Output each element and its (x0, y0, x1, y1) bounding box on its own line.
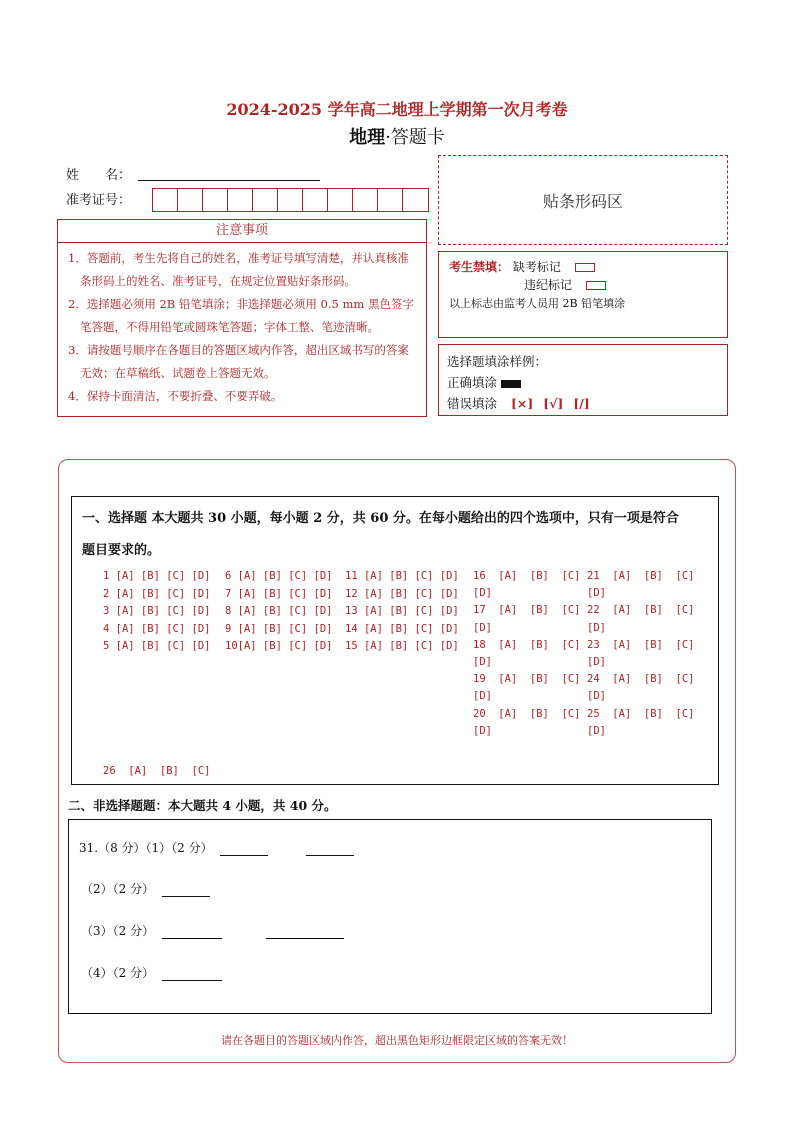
choice-row[interactable]: 16 [A] [B] [C] (473, 570, 581, 582)
choice-row[interactable]: 2 [A] [B] [C] [D] (103, 587, 211, 600)
choice-row[interactable]: 17 [A] [B] [C] (473, 604, 581, 617)
choice-row[interactable]: 5 [A] [B] [C] [D] (103, 640, 211, 652)
choice-row[interactable]: 7 [A] [B] [C] [D] (225, 587, 333, 600)
forbidden-note: 以上标志由监考人员用 2B 铅笔填涂 (449, 297, 626, 310)
choice-row-cont[interactable]: [D] (473, 724, 492, 737)
id-digit-box[interactable] (278, 189, 303, 211)
name-label: 姓 名： (66, 168, 132, 183)
q31-3-label: （3）（2 分） (81, 924, 155, 938)
choice-row-cont[interactable]: [D] (473, 656, 492, 669)
correct-fill-label: 正确填涂 (447, 375, 498, 390)
notice-item: 3．请按题号顺序在各题目的答题区域内作答，超出区域书写的答案无效；在草稿纸、试题卷上答题无效。 (68, 343, 409, 380)
barcode-area (438, 155, 728, 245)
id-digit-box[interactable] (378, 189, 403, 211)
choice-row-cont[interactable]: [D] (587, 724, 606, 737)
wrong-mark-x: [×] (511, 396, 534, 411)
choice-row[interactable]: 18 [A] [B] [C] (473, 638, 581, 651)
q31-4-label: （4）（2 分） (81, 966, 155, 980)
wrong-mark-slash: [/] (573, 396, 590, 411)
choice-row[interactable]: 25 [A] [B] [C] (587, 707, 695, 720)
absent-label: 缺考标记 (512, 260, 561, 274)
correct-fill-sample (501, 380, 521, 388)
choice-row[interactable]: 11 [A] [B] [C] [D] (345, 570, 459, 582)
q31-2-label: （2）（2 分） (81, 882, 155, 896)
choice-row[interactable]: 1 [A] [B] [C] [D] (103, 570, 211, 582)
exam-id-label: 准考证号： (66, 193, 132, 208)
q31-label: 31.（8 分）（1）（2 分） (79, 841, 213, 855)
id-digit-box[interactable] (303, 189, 328, 211)
id-digit-box[interactable] (203, 189, 228, 211)
choice-row[interactable]: 14 [A] [B] [C] [D] (345, 622, 459, 635)
choice-section-title-2: 题目要求的。 (82, 543, 161, 558)
answer-blank[interactable] (162, 884, 210, 897)
choice-row[interactable]: 23 [A] [B] [C] (587, 638, 695, 651)
choice-row-cont[interactable]: [D] (587, 656, 606, 669)
choice-row[interactable]: 10[A] [B] [C] [D] (225, 640, 333, 652)
choice-column-5 (587, 568, 694, 740)
id-digit-box[interactable] (253, 189, 278, 211)
absent-mark-box[interactable] (575, 263, 595, 272)
choice-row[interactable]: 24 [A] [B] [C] (587, 673, 695, 686)
choice-row-cont[interactable]: [D] (587, 621, 606, 634)
answer-blank[interactable] (162, 926, 222, 939)
subject-label: 地理 (349, 127, 386, 148)
choice-row-cont[interactable]: [D] (473, 690, 492, 703)
card-title (0, 123, 794, 149)
choice-row-cont[interactable]: [D] (587, 587, 606, 600)
wrong-mark-check: [√] (543, 396, 564, 411)
choice-row[interactable]: 22 [A] [B] [C] (587, 604, 695, 617)
choice-row[interactable]: 15 [A] [B] [C] [D] (345, 640, 459, 652)
open-section-title: 二、非选择题题：本大题共 4 小题，共 40 分。 (68, 798, 337, 813)
id-digit-box[interactable] (328, 189, 353, 211)
choice-row-cont[interactable]: [D] (587, 690, 606, 703)
choice-row[interactable]: 3 [A] [B] [C] [D] (103, 605, 211, 617)
choice-row[interactable]: 6 [A] [B] [C] [D] (225, 570, 333, 582)
choice-row[interactable]: 19 [A] [B] [C] (473, 673, 581, 686)
choice-column-3 (345, 568, 459, 656)
id-digit-box[interactable] (178, 189, 203, 211)
choice-row-cont[interactable]: [D] (473, 621, 492, 634)
answer-blank[interactable] (306, 843, 354, 856)
choice-section (71, 496, 719, 785)
notice-item: 1．答题前，考生先将自己的姓名，准考证号填写清楚，并认真核准条形码上的姓名、准考证号，在规定位置贴好条形码。 (68, 251, 409, 288)
fill-sample-heading: 选择题填涂样例： (447, 354, 548, 369)
choice-row[interactable]: 13 [A] [B] [C] [D] (345, 605, 459, 617)
id-digit-box[interactable] (403, 189, 428, 211)
notice-body (57, 242, 427, 417)
choice-row[interactable]: 26 [A] [B] [C] (103, 765, 211, 777)
choice-column-1 (103, 568, 210, 656)
choice-section-title: 一、选择题 本大题共 30 小题，每小题 2 分，共 60 分。在每小题给出的四个选项中，只有一项是符合 (82, 511, 679, 526)
exam-id-boxes[interactable] (152, 188, 429, 212)
forbidden-label: 考生禁填： (449, 260, 510, 274)
card-label: 答题卡 (390, 127, 445, 148)
choice-row[interactable]: 4 [A] [B] [C] [D] (103, 622, 211, 635)
notice-item: 4．保持卡面清洁，不要折叠、不要弄破。 (68, 389, 283, 403)
barcode-label: 贴条形码区 (542, 191, 623, 211)
id-digit-box[interactable] (153, 189, 178, 211)
answer-blank[interactable] (220, 843, 268, 856)
choice-row[interactable]: 9 [A] [B] [C] [D] (225, 622, 333, 635)
footer-warning: 请在各题目的答题区域内作答，超出黑色矩形边框限定区域的答案无效！ (221, 1034, 573, 1047)
notice-item: 2．选择题必须用 2B 铅笔填涂；非选择题必须用 0.5 mm 黑色签字笔答题，不得用铅笔或圆珠笔答题；字体工整、笔迹清晰。 (68, 297, 414, 334)
fill-sample-box (438, 344, 728, 416)
choice-row[interactable]: 20 [A] [B] [C] (473, 707, 581, 720)
answer-blank[interactable] (266, 926, 344, 939)
answer-blank[interactable] (162, 968, 222, 981)
notice-heading: 注意事项 (57, 219, 427, 243)
choice-row[interactable]: 21 [A] [B] [C] (587, 570, 695, 582)
exam-title: 2024-2025 学年高二地理上学期第一次月考卷 (226, 100, 568, 119)
id-digit-box[interactable] (353, 189, 378, 211)
title-dot: · (385, 127, 391, 148)
id-digit-box[interactable] (228, 189, 253, 211)
choice-column-2 (225, 568, 332, 656)
forbidden-box (438, 251, 728, 338)
choice-row[interactable]: 8 [A] [B] [C] [D] (225, 605, 333, 617)
violation-mark-box[interactable] (586, 281, 606, 290)
wrong-fill-label: 错误填涂 (447, 396, 498, 411)
name-input-line[interactable] (138, 180, 320, 181)
choice-row[interactable]: 12 [A] [B] [C] [D] (345, 587, 459, 600)
violation-label: 违纪标记 (524, 278, 573, 292)
choice-row-cont[interactable]: [D] (473, 587, 492, 600)
open-question-box (68, 819, 712, 1014)
choice-column-4 (473, 568, 580, 740)
